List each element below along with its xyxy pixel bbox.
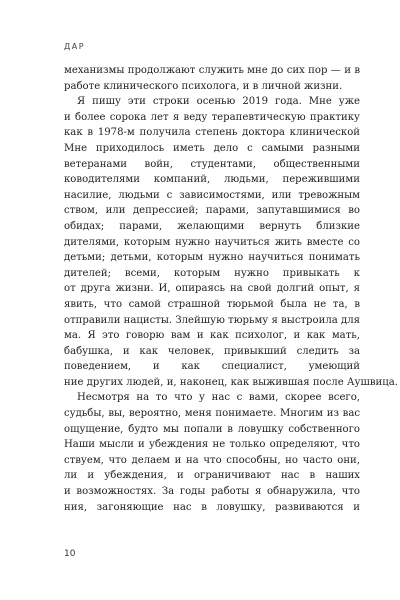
running-head: ДАР <box>64 42 86 51</box>
text-line: дителей; всеми, которым нужно привыкать к <box>64 267 360 279</box>
text-line: ли и убеждения, и ограничивают нас в наших <box>64 470 360 482</box>
text-line: Мне приходилось иметь дело с самыми разными <box>64 142 360 154</box>
text-line: ствуем, что делаем и на что способны, но часто они, <box>64 454 360 466</box>
body-text <box>64 63 398 515</box>
text-line: от друга жизни. И, опираясь на свой долгий опыт, я <box>64 283 360 295</box>
text-line: бабушка, и как человек, привыкший следить за <box>64 345 360 357</box>
text-line: работе клинического психолога, и в личной жизни. <box>64 80 343 92</box>
text-line: ощущение, будто мы попали в ловушку собственного <box>64 423 360 435</box>
text-line: судьбы, вы, вероятно, меня понимаете. Многим из вас <box>64 408 360 420</box>
text-line: ветеранами войн, студентами, общественными <box>64 158 360 170</box>
text-line: явить, что самой страшной тюрьмой была не та, в <box>64 298 360 310</box>
text-line: обидах; парами, желающими вернуть близкие <box>64 220 360 232</box>
text-line: и более сорока лет я веду терапевтическую практику <box>64 111 360 123</box>
text-line: отправили нацисты. Злейшую тюрьму я выстроила для <box>64 314 360 326</box>
text-line: механизмы продолжают служить мне до сих пор — и в <box>64 65 360 76</box>
text-line: ководителями компаний, людьми, пережившими <box>64 174 360 186</box>
text-line: ния, загоняющие нас в ловушку, развиваются и <box>64 501 360 513</box>
page-number: 10 <box>64 549 76 559</box>
text-line: и возможностях. За годы работы я обнаружила, что <box>64 486 360 498</box>
text-line: Несмотря на то что у нас с вами, скорее всего, <box>77 392 360 404</box>
text-line: ма. Я это говорю вам и как психолог, и как мать, <box>64 330 360 342</box>
text-line: детьми; детьми, которым нужно научиться понимать <box>64 252 360 264</box>
text-line: дителями, которым нужно научиться жить вместе со <box>64 236 360 248</box>
text-line: Я пишу эти строки осенью 2019 года. Мне уже <box>77 96 360 108</box>
text-line: насилие, людьми с зависимостями, или тревожным <box>64 189 360 201</box>
text-line: ством, или депрессией; парами, запутавшимися во <box>64 205 360 217</box>
text-line: Наши мысли и убеждения не только определяют, что <box>64 439 360 451</box>
text-line: ние других людей, и, наконец, как выжившая после Аушвица. <box>64 376 398 388</box>
text-line: поведением, и как специалист, умеющий <box>64 361 360 373</box>
text-line: как в 1978-м получила степень доктора клинической <box>64 127 360 139</box>
